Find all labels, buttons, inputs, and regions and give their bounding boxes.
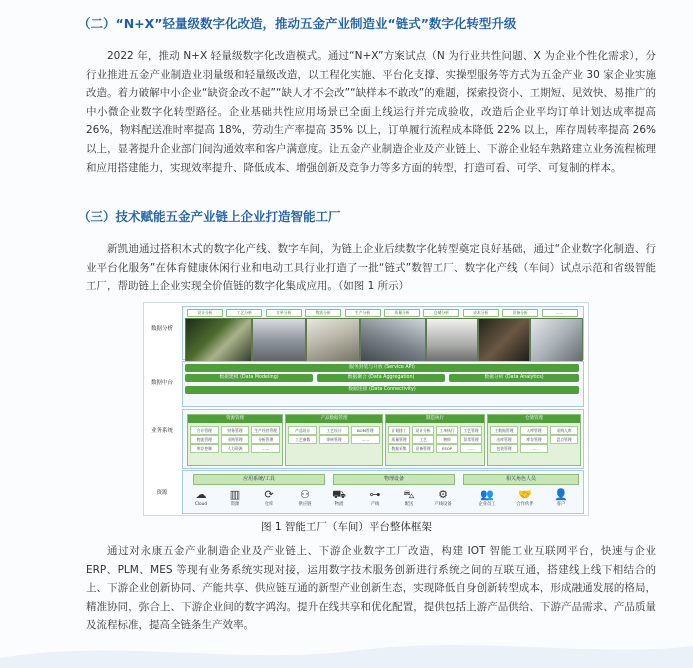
business-group-title: 资源管理 <box>188 415 282 423</box>
business-cell: 人力资源 <box>221 444 250 453</box>
business-cell: 出库管理 <box>490 435 518 444</box>
business-cell: 工艺设计 <box>319 426 348 435</box>
layer-label-middle: 数据中台 <box>150 380 173 386</box>
business-cell: 财务管理 <box>221 426 250 435</box>
business-cell: 计划排工 <box>388 426 410 435</box>
business-cell: 采购管理 <box>221 435 250 444</box>
resource-group-people: 相关角色人员 <box>463 474 579 485</box>
resource-label: Cloud <box>194 502 208 507</box>
warehouse-icon: ⟳ <box>264 488 274 501</box>
factory-photo-7 <box>530 318 583 364</box>
resource-label: 资源 <box>230 502 240 507</box>
smart-factory-framework-figure <box>143 302 589 516</box>
figure-caption: 图 1 智能工厂（车间）平台整体框架 <box>261 521 432 533</box>
business-cell: 分析管理 <box>251 435 280 444</box>
resource-item <box>429 488 457 508</box>
resource-group-devices: 物理设备 <box>333 474 455 485</box>
resource-item <box>361 488 389 508</box>
analysis-tab: 工艺分析 <box>226 309 262 317</box>
robot-arm-icon: ⚙ <box>438 488 448 501</box>
business-cell: ESOP <box>436 444 458 453</box>
business-cell: 审核管理 <box>319 435 348 444</box>
business-cell: BOM管理 <box>351 426 380 435</box>
business-cell: 库存管理 <box>520 435 548 444</box>
factory-photo-1 <box>185 318 252 364</box>
business-cell: 质量管理 <box>388 435 410 444</box>
resource-label: 合作伙伴 <box>516 502 534 507</box>
analysis-tab: 物流分析 <box>305 309 341 317</box>
factory-photo-2 <box>252 318 306 364</box>
section-paragraph-2: 2022 年，推动 N+X 轻量级数字化改造模式。通过“N+X”方案试点（N 为行业共性问题、X 为企业个性化需求），分行业推进五金产业制造业羽量级和轻量级改造，以工程化实施、平台化支撑、实操型服务等方式为五金产业 30 家企业实施改造。着力破解中小企业“缺资金改不起”“缺人才不会改”“缺样本不敢改”的难题，探索投资小、工期短、见效快、易推广的中小微企业数字化转型路径。企业基础共性应用场景已全面上线运行并完成验收，改造后企业平均订单计划达成率提高 26%，物料配送准时率提高 18%，劳动生产率提高 35% 以上，订单履行流程成本降低 22% 以上，库存周转率提高 26% 以上，显著提升企业部门间沟通效率和客户满意度。让五金产业制造企业及产业链上、下游企业轻车熟路建立业务流程梳理和应用搭建能力，实现效率提升、降低成本、增强创新及竞争力等多方面的转型，打造可看、可学、可复制的样本。 <box>86 50 656 174</box>
business-cell: …… <box>520 444 548 453</box>
resource-label: 产线 <box>370 502 380 507</box>
analysis-tab: 仓储分析 <box>423 309 459 317</box>
business-cell: 设备管理 <box>412 444 434 453</box>
section-paragraph-3: 新凯迪通过搭积木式的数字化产线、数字车间，为链上企业后续数字化转型奠定良好基础，通过“企业数字化制造、行业平台化服务”在体育健康休闲行业和电动工具行业打造了一批“链式”数智工厂、数字化产线（车间）试点示范和省级智能工厂，帮助链上企业实现全价值链的数字化集成应用。（如图 1 所示） <box>86 243 656 293</box>
delivery-icon: ⛍ <box>403 488 415 501</box>
service-api-bar: 服务封装与开放 (Service API) <box>185 364 579 372</box>
business-cell: …… <box>251 444 280 453</box>
resource-item <box>547 488 575 508</box>
staff-icon: 👥 <box>480 488 494 501</box>
business-cell: 工艺管理 <box>460 426 482 435</box>
resource-layer <box>182 470 584 514</box>
business-cell: 数据采集 <box>388 444 410 453</box>
factory-photo-4 <box>360 318 426 364</box>
resource-label: 物流 <box>334 502 344 507</box>
business-layer <box>182 409 584 469</box>
business-cell: 物流管理 <box>190 435 219 444</box>
data-connectivity-bar: 数据连接 (Data Connectivity) <box>185 386 579 394</box>
business-cell: 主数据管理 <box>490 426 518 435</box>
business-group <box>385 414 485 466</box>
analysis-tab: 成本分析 <box>463 309 499 317</box>
resource-label: 仓库 <box>264 502 274 507</box>
data-analytics-bar: 数据分析 (Data Analytics) <box>449 374 579 382</box>
business-group <box>285 414 383 466</box>
business-cell: …… <box>351 435 380 444</box>
factory-photo-5 <box>426 318 478 364</box>
resource-label: 产线设备 <box>434 502 452 507</box>
layer-label-resource: 资源 <box>156 490 168 496</box>
analysis-layer <box>182 306 584 360</box>
factory-photo-6 <box>478 318 530 364</box>
business-cell: 入库管理 <box>520 426 548 435</box>
section-heading-2: （二）“N+X”轻量级数字化改造，推动五金产业制造业“链式”数字化转型升级 <box>78 16 517 31</box>
business-cell: 采购入库 <box>550 426 578 435</box>
analysis-tab: 设备分析 <box>502 309 538 317</box>
server-icon: ▥ <box>229 488 241 501</box>
closing-paragraph: 通过对永康五金产业制造企业及产业链上、下游企业数字工厂改造，构建 IOT 智能工业互联网平台，快速与企业 ERP、PLM、MES 等现有业务系统实现对接，运用数字技术服务创新进行系统之间的互联互通，搭建线上线下相结合的上、下游企业创新协同、产能共享、供应链互通的新型产业创新生态，实现降低自身创新转型成本，形成融通发展的格局，精准协同，弥合上、下游企业间的数字鸿沟。提升在线共享和优化配置，提供包括上游产品供给、下游产品需求、产品质量及流程标准，提高全链条生产效率。 <box>86 545 656 632</box>
business-group-title: 产品数据管理 <box>286 415 382 423</box>
resource-item <box>291 488 319 508</box>
business-cell: 包装管理 <box>490 444 518 453</box>
customer-icon: 👤 <box>554 488 568 501</box>
partner-icon: 🤝 <box>518 488 532 501</box>
data-aggregation-bar: 数据聚合 (Data Aggregation) <box>317 374 445 382</box>
analysis-tab: 生产分析 <box>345 309 381 317</box>
business-group-title: 仓储管理 <box>488 415 580 423</box>
conveyor-icon: ⊶ <box>369 488 381 501</box>
business-cell: 设计分析 <box>412 426 434 435</box>
business-cell: …… <box>460 444 482 453</box>
business-group <box>487 414 581 466</box>
business-cell: 工艺 <box>412 435 434 444</box>
supply-chain-icon: ⚇ <box>300 488 310 501</box>
data-modeling-bar: 数据建模 (Data Modeling) <box>185 374 313 382</box>
business-cell: 库存控制 <box>190 444 219 453</box>
business-cell: 工单执行 <box>436 426 458 435</box>
layer-label-analysis: 数据分析 <box>150 326 173 332</box>
business-cell: 物料 <box>436 435 458 444</box>
business-group-title: 制造执行 <box>386 415 484 423</box>
resource-item <box>473 488 501 508</box>
resource-label: 配送 <box>404 502 414 507</box>
factory-photo-3 <box>306 318 360 364</box>
resource-item <box>255 488 283 508</box>
resource-group-apps: 应用系统/工具 <box>193 474 325 485</box>
analysis-tab: 设计分析 <box>187 309 223 317</box>
analysis-tab: …… <box>542 309 578 317</box>
resource-label: 企业员工 <box>478 502 496 507</box>
truck-icon: ⛟ <box>332 488 346 501</box>
resource-item <box>187 488 215 508</box>
business-group <box>187 414 283 466</box>
cloud-icon: ☁ <box>195 488 207 501</box>
analysis-tab: 质量分析 <box>384 309 420 317</box>
resource-item <box>325 488 353 508</box>
business-cell: 生产经营管理 <box>251 426 280 435</box>
resource-item <box>511 488 539 508</box>
resource-label: 客户 <box>556 502 566 507</box>
middle-layer <box>182 361 584 407</box>
resource-item <box>395 488 423 508</box>
resource-item <box>221 488 249 508</box>
business-cell: 产品设计 <box>288 426 317 435</box>
analysis-tab: 订单分析 <box>266 309 302 317</box>
business-cell: 异常管理 <box>460 435 482 444</box>
section-heading-3: （三）技术赋能五金产业链上企业打造智能工厂 <box>78 209 341 224</box>
business-cell: 盘点管理 <box>550 435 578 444</box>
resource-label: 供应链 <box>298 502 312 507</box>
layer-label-business: 业务系统 <box>150 428 173 434</box>
decorative-wave-footer <box>0 628 693 668</box>
business-cell: 合计管理 <box>190 426 219 435</box>
business-cell: 工艺参数 <box>288 435 317 444</box>
